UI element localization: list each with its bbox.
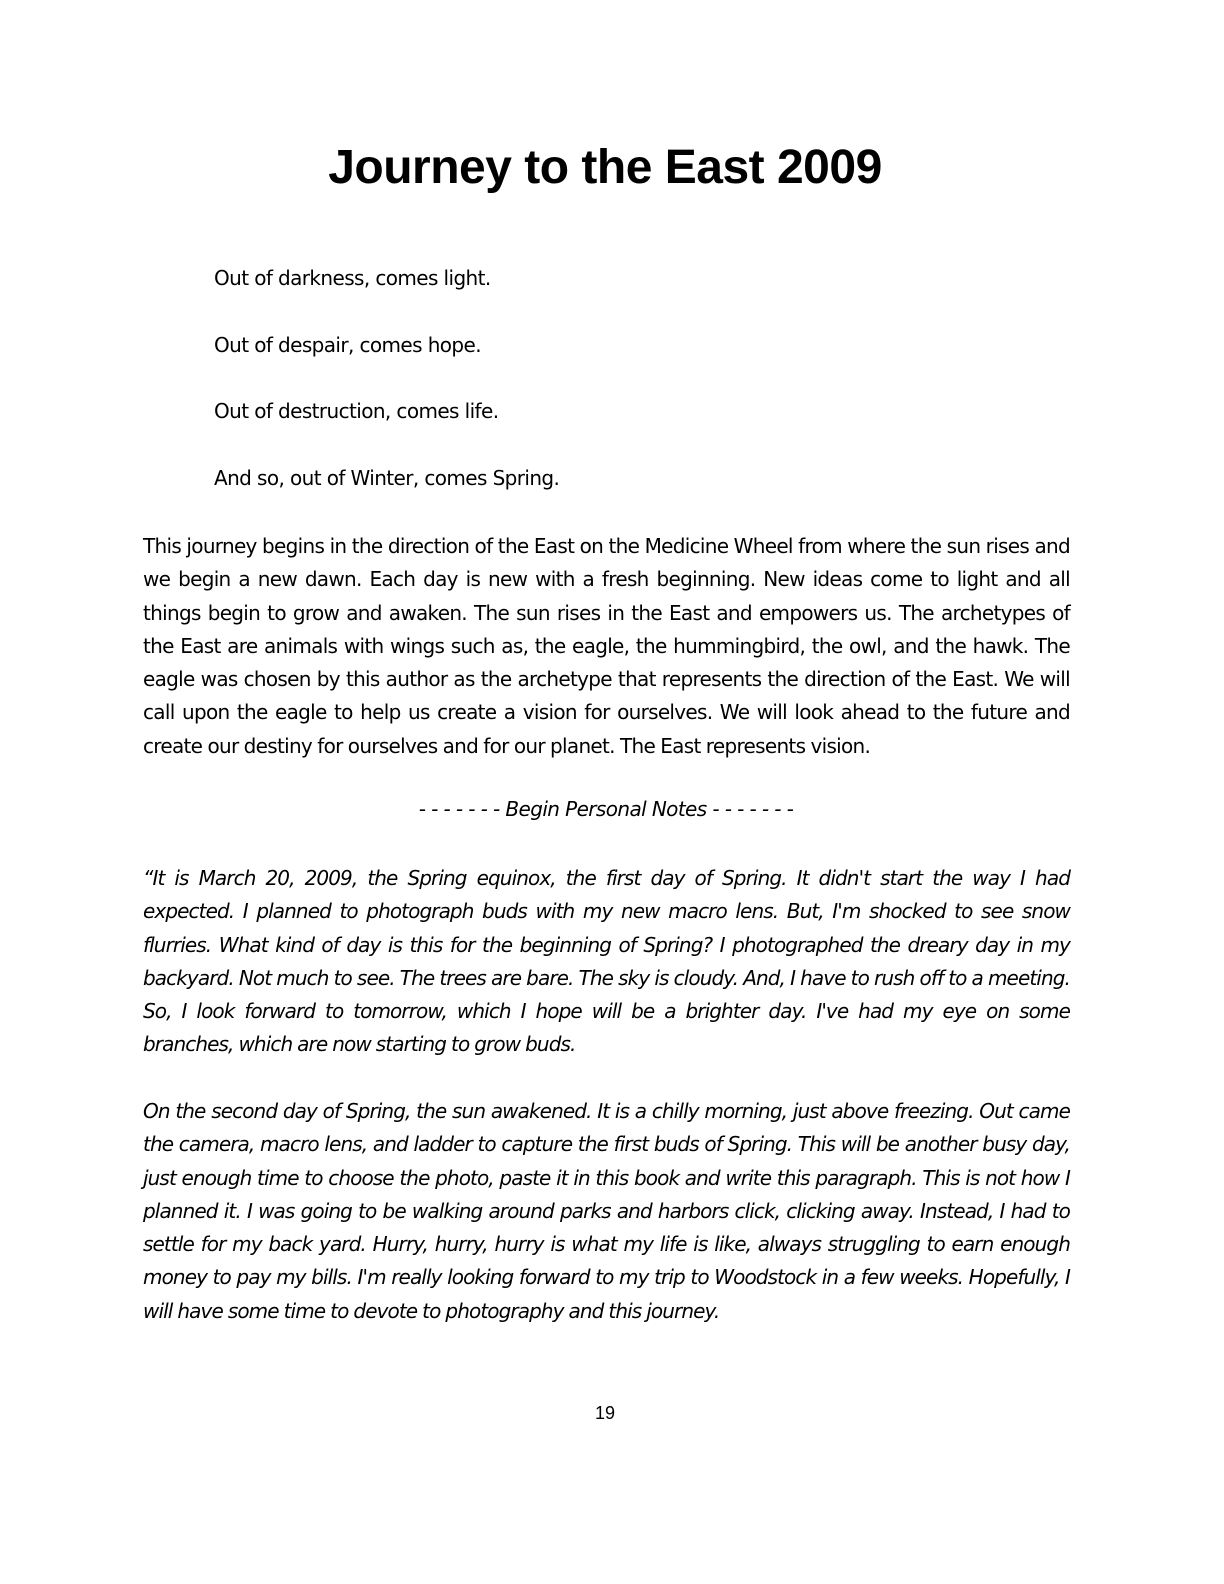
- poem-line: Out of destruction, comes life.: [214, 399, 499, 423]
- notes-paragraph: “It is March 20, 2009, the Spring equinox, the first day of Spring. It didn't start the way I had expected. I planned to photograph buds with my new macro lens. But, I'm shocked to see snow flurries. What kind of day is this for the beginning of Spring? I photographed the dreary day in my backyard. Not much to see. The trees are bare. The sky is cloudy. And, I have to rush off to a meeting. So, I look forward to tomorrow, which I hope will be a brighter day. I've had my eye on some branches, which are now starting to grow buds.: [143, 866, 1070, 1057]
- poem-line: Out of despair, comes hope.: [214, 332, 481, 357]
- notes-paragraph: On the second day of Spring, the sun awakened. It is a chilly morning, just above freezing. Out came the camera, macro lens, and ladder to capture the first buds of Spring. This will be another busy day, just enough time to choose the photo, paste it in this book and write this paragraph. This is not how I planned it. I was going to be walking around parks and harbors click, clicking away. Instead, I had to settle for my back yard. Hurry, hurry, hurry is what my life is like, always struggling to earn enough money to pay my bills. I'm really looking forward to my trip to Woodstock in a few weeks. Hopefully, I will have some time to devote to photography and this journey.: [143, 1099, 1070, 1323]
- poem-line: Out of darkness, comes light.: [214, 266, 491, 290]
- poem: [214, 262, 559, 528]
- personal-notes-divider: - - - - - - - Begin Personal Notes - - - - - - -: [418, 797, 794, 821]
- poem-line: And so, out of Winter, comes Spring.: [214, 465, 560, 490]
- intro-paragraph: This journey begins in the direction of the East on the Medicine Wheel from where the sun rises and we begin a new dawn. Each day is new with a fresh beginning. New ideas come to light and all things begin to grow and awaken. The sun rises in the East and empowers us. The archetypes of the East are animals with wings such as, the eagle, the hummingbird, the owl, and the hawk. The eagle was chosen by this author as the archetype that represents the direction of the East. We will call upon the eagle to help us create a vision for ourselves. We will look ahead to the future and create our destiny for ourselves and for our planet. The East represents vision.: [143, 534, 1070, 758]
- page-number: 19: [594, 1403, 616, 1423]
- page-title: Journey to the East 2009: [328, 141, 882, 194]
